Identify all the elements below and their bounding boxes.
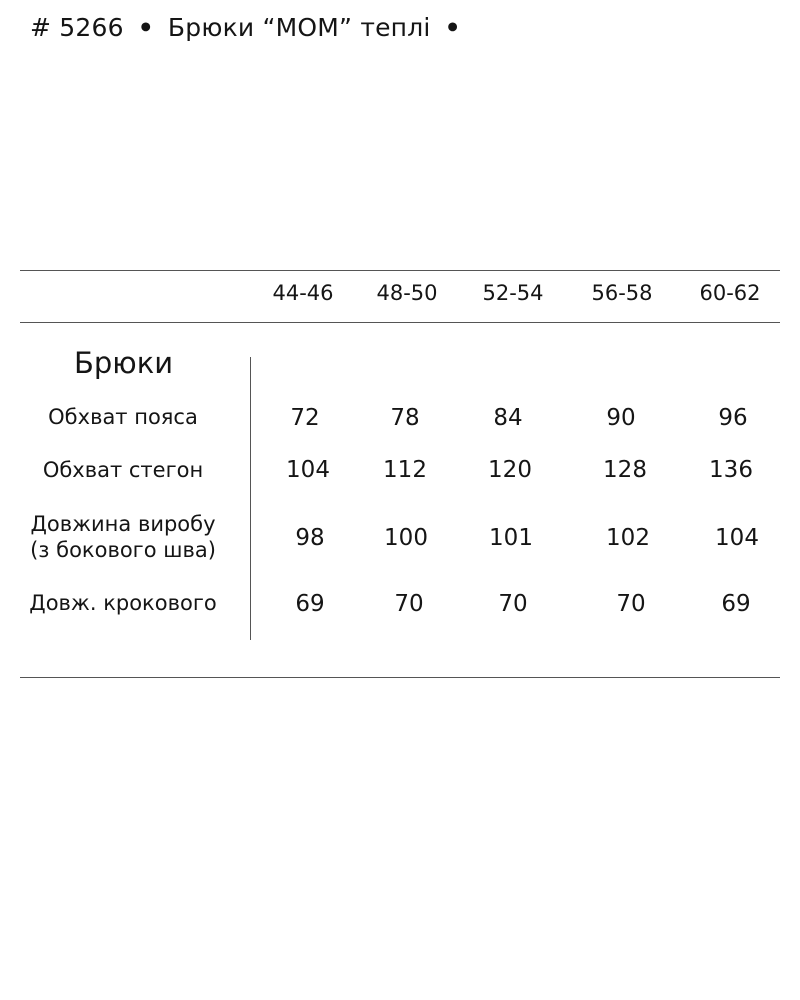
- table-cell: 72: [290, 405, 320, 431]
- table-cell: 70: [394, 591, 424, 617]
- row-label: Довж. крокового: [29, 591, 217, 615]
- table-cell: 78: [390, 405, 420, 431]
- row-label: Обхват пояса: [48, 405, 198, 429]
- table-cell: 104: [715, 525, 759, 551]
- table-cell: 100: [384, 525, 428, 551]
- table-cell: 90: [606, 405, 636, 431]
- table-cell: 101: [489, 525, 533, 551]
- table-cell: 96: [718, 405, 748, 431]
- row-label: [13, 511, 233, 563]
- size-header: 52-54: [482, 281, 544, 305]
- row-label: Обхват стегон: [42, 458, 204, 482]
- table-top-divider: [20, 270, 780, 271]
- size-header: 60-62: [699, 281, 761, 305]
- row-label-line: (з бокового шва): [30, 538, 216, 562]
- separator-dot: •: [444, 13, 461, 42]
- header-divider: [20, 322, 780, 323]
- size-header: 56-58: [591, 281, 653, 305]
- label-column-divider: [250, 357, 251, 640]
- page-title: [30, 8, 475, 48]
- table-cell: 84: [493, 405, 523, 431]
- table-cell: 70: [498, 591, 528, 617]
- article-number: # 5266: [30, 13, 124, 42]
- size-header: 48-50: [376, 281, 438, 305]
- table-cell: 136: [709, 457, 753, 483]
- table-cell: 120: [488, 457, 532, 483]
- table-cell: 69: [721, 591, 751, 617]
- table-bottom-divider: [20, 677, 780, 678]
- separator-dot: •: [137, 13, 154, 42]
- table-cell: 102: [606, 525, 650, 551]
- section-title: Брюки: [74, 346, 174, 380]
- table-cell: 98: [295, 525, 325, 551]
- row-label-line: Довжина виробу: [30, 512, 216, 536]
- table-cell: 128: [603, 457, 647, 483]
- table-cell: 69: [295, 591, 325, 617]
- table-cell: 104: [286, 457, 330, 483]
- size-header: 44-46: [272, 281, 334, 305]
- product-name: Брюки “MOM” теплі: [167, 13, 431, 42]
- table-cell: 70: [616, 591, 646, 617]
- table-cell: 112: [383, 457, 427, 483]
